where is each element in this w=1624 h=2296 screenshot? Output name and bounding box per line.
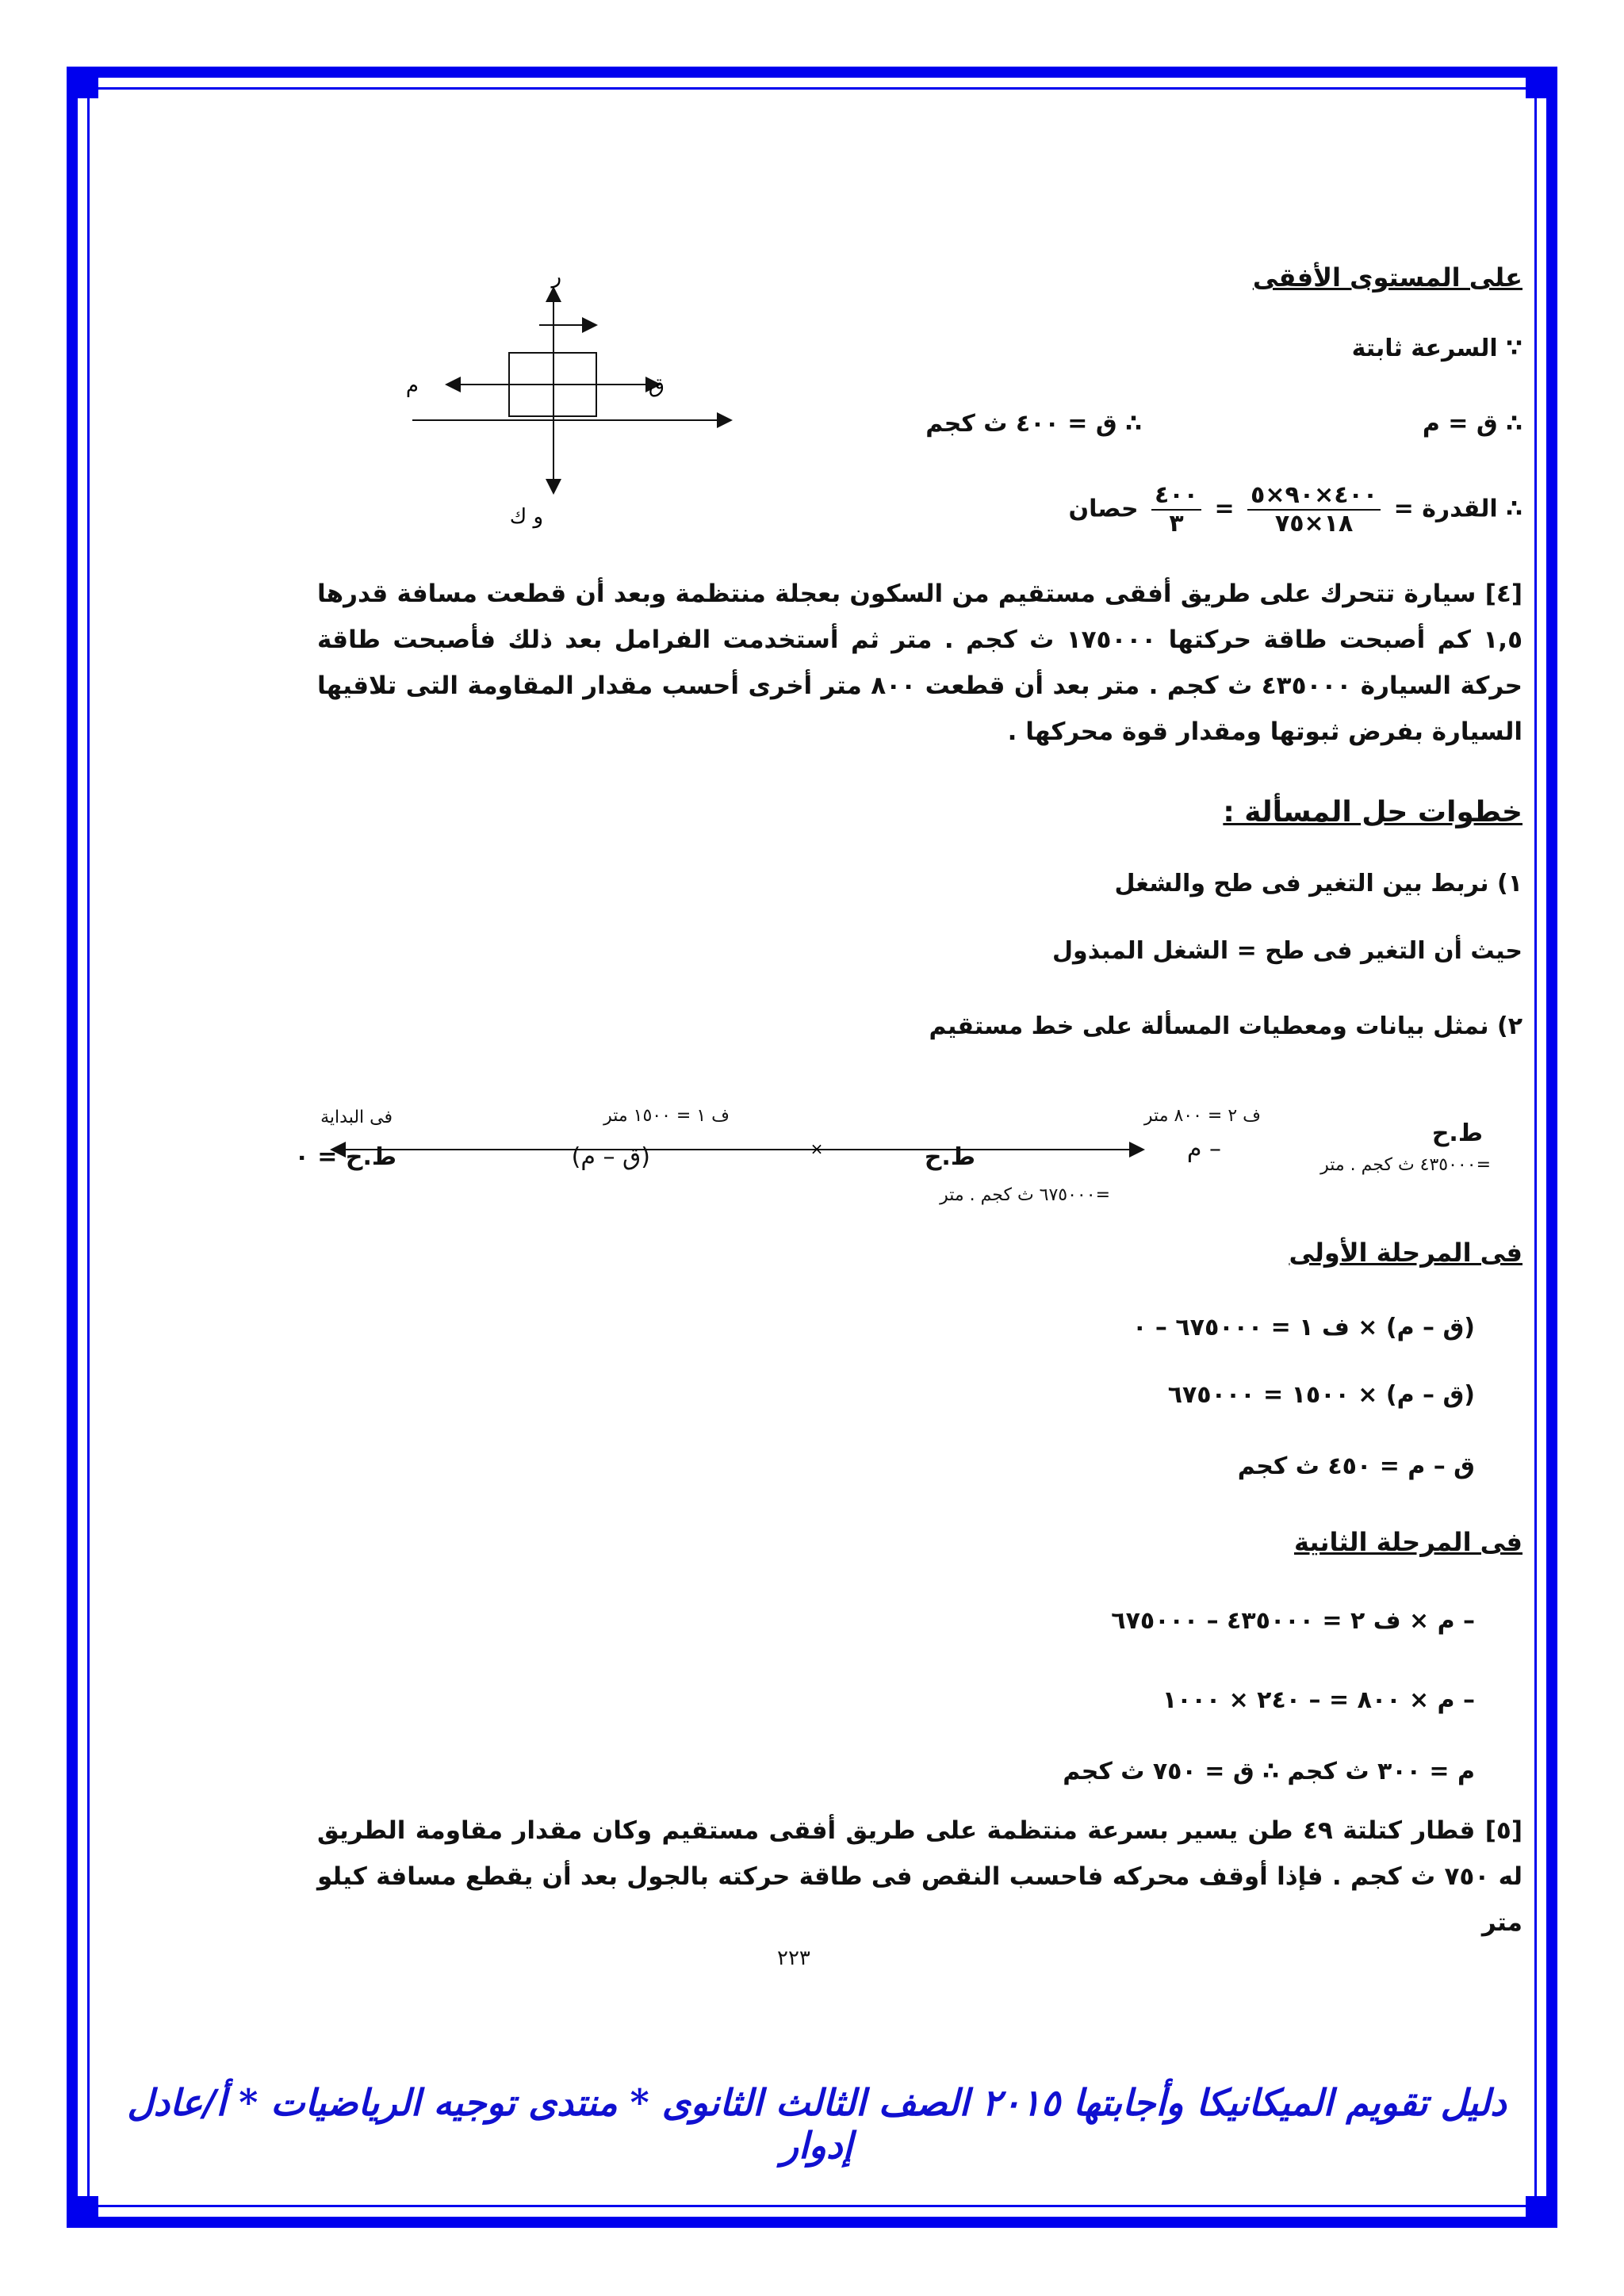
fraction bbox=[1151, 482, 1201, 538]
segment-1-distance: ف ١ = ١٥٠٠ متر bbox=[603, 1106, 730, 1126]
corner-ornament bbox=[1526, 67, 1557, 98]
fraction bbox=[1247, 482, 1381, 538]
start-value: ط.ح = ٠ bbox=[294, 1143, 396, 1171]
start-label: فى البداية bbox=[320, 1108, 393, 1127]
equation-line: ∵ السرعة ثابتة bbox=[1351, 335, 1522, 362]
power-prefix: ∴ القدرة = bbox=[1393, 495, 1522, 523]
fraction-numerator: ٤٠٠ bbox=[1151, 482, 1201, 511]
end-value: ط.ح bbox=[1431, 1119, 1483, 1147]
problem-4-text: [٤] سيارة تتحرك على طريق أفقى مستقيم من السكون بعجلة منتظمة وبعد أن قطعت مسافة قدرها ١,٥ كم أصبحت طاقة حركتها ١٧٥٠٠٠ ث كجم . متر ثم أستخدمت الفرامل بعد ذلك فأصبحت طاقة حركة السيارة ٤٣٥٠٠٠ ث كجم . متر بعد أن قطعت ٨٠٠ متر أخرى أحسب مقدار المقاومة التى تلاقيها السيارة بفرض ثبوتها ومقدار قوة محركها . bbox=[317, 580, 1522, 746]
phase-2-eq-1: – م × ف ٢ = ٤٣٥٠٠٠ – ٦٧٥٠٠٠ bbox=[1111, 1607, 1475, 1635]
phase-2-eq-3: م = ٣٠٠ ث كجم ∴ ق = ٧٥٠ ث كجم bbox=[1063, 1758, 1475, 1785]
power-unit: حصان bbox=[1068, 495, 1139, 523]
segment-1-force: (ق – م) bbox=[571, 1143, 650, 1171]
segment-2-distance: ف ٢ = ٨٠٠ متر bbox=[1143, 1106, 1261, 1126]
step-1: ١) نربط بين التغير فى طح والشغل bbox=[1114, 870, 1522, 897]
step-2: ٢) نمثل بيانات ومعطيات المسألة على خط مستقيم bbox=[929, 1012, 1522, 1040]
page-number: ٢٢٣ bbox=[777, 1946, 810, 1970]
phase-2-heading: فى المرحلة الثانية bbox=[1293, 1527, 1522, 1557]
phase-1-eq-1: (ق – م) × ف ١ = ٦٧٥٠٠٠ – ٠ bbox=[1132, 1314, 1475, 1341]
phase-1-heading: فى المرحلة الأولى bbox=[1289, 1238, 1522, 1268]
problem-5-text: [٥] قطار كتلتة ٤٩ طن يسير بسرعة منتظمة على طريق أفقى مستقيم وكان مقدار مقاومة الطريق له ٧٥٠ ث كجم . فإذا أوقف محركه فاحسب النقص فى طاقة حركته بالجول بعد أن يقطع مسافة كيلو متر bbox=[317, 1816, 1523, 1937]
step-1-note: حيث أن التغير فى طح = الشغل المبذول bbox=[1052, 937, 1522, 965]
fraction-denominator: ٣ bbox=[1169, 510, 1184, 538]
label-reaction: ر bbox=[551, 265, 561, 289]
equation-line: ∴ ق = ٤٠٠ ث كجم bbox=[925, 410, 1142, 438]
power-equation: ∴ القدرة = $\frac{٤٠٠\times ٩٠\times ٥}{١٨\times ٧٥}$ = $\frac{٤٠٠}{٣}$ حصان bbox=[1068, 481, 1522, 538]
free-body-diagram bbox=[405, 265, 745, 535]
corner-ornament bbox=[67, 67, 98, 98]
footer-banner: دليل تقويم الميكانيكا وأجابتها ٢٠١٥ الصف الثالث الثانوى * منتدى توجيه الرياضيات * أ/عادل إدوار bbox=[127, 2081, 1507, 2167]
page-content bbox=[103, 95, 1522, 2204]
fraction-numerator: ٤٠٠×٩٠×٥ bbox=[1247, 482, 1381, 511]
mid-value: ط.ح bbox=[924, 1143, 975, 1171]
label-force: ق bbox=[648, 374, 665, 398]
label-weight: و ك bbox=[509, 505, 543, 529]
segment-2-force: – م bbox=[1186, 1135, 1221, 1163]
equation-line: ∴ ق = م bbox=[1422, 410, 1522, 438]
phase-1-eq-2: (ق – م) × ١٥٠٠ = ٦٧٥٠٠٠ bbox=[1167, 1381, 1475, 1409]
steps-heading: خطوات حل المسألة : bbox=[1223, 796, 1522, 828]
phase-2-eq-2: – م × ٨٠٠ = – ٢٤٠ × ١٠٠٠ bbox=[1162, 1686, 1475, 1714]
fraction-denominator: ١٨×٧٥ bbox=[1274, 510, 1354, 538]
phase-1-eq-3: ق – م = ٤٥٠ ث كجم bbox=[1237, 1452, 1475, 1480]
end-value-detail: =٤٣٥٠٠٠ ث كجم . متر bbox=[1320, 1155, 1491, 1175]
mid-value-detail: =٦٧٥٠٠٠ ث كجم . متر bbox=[940, 1185, 1110, 1205]
corner-ornament bbox=[67, 2196, 98, 2228]
section-heading: على المستوى الأفقى bbox=[1252, 262, 1522, 293]
corner-ornament bbox=[1526, 2196, 1557, 2228]
mid-point-mark: × bbox=[810, 1139, 824, 1158]
label-resistance: م bbox=[405, 374, 419, 398]
